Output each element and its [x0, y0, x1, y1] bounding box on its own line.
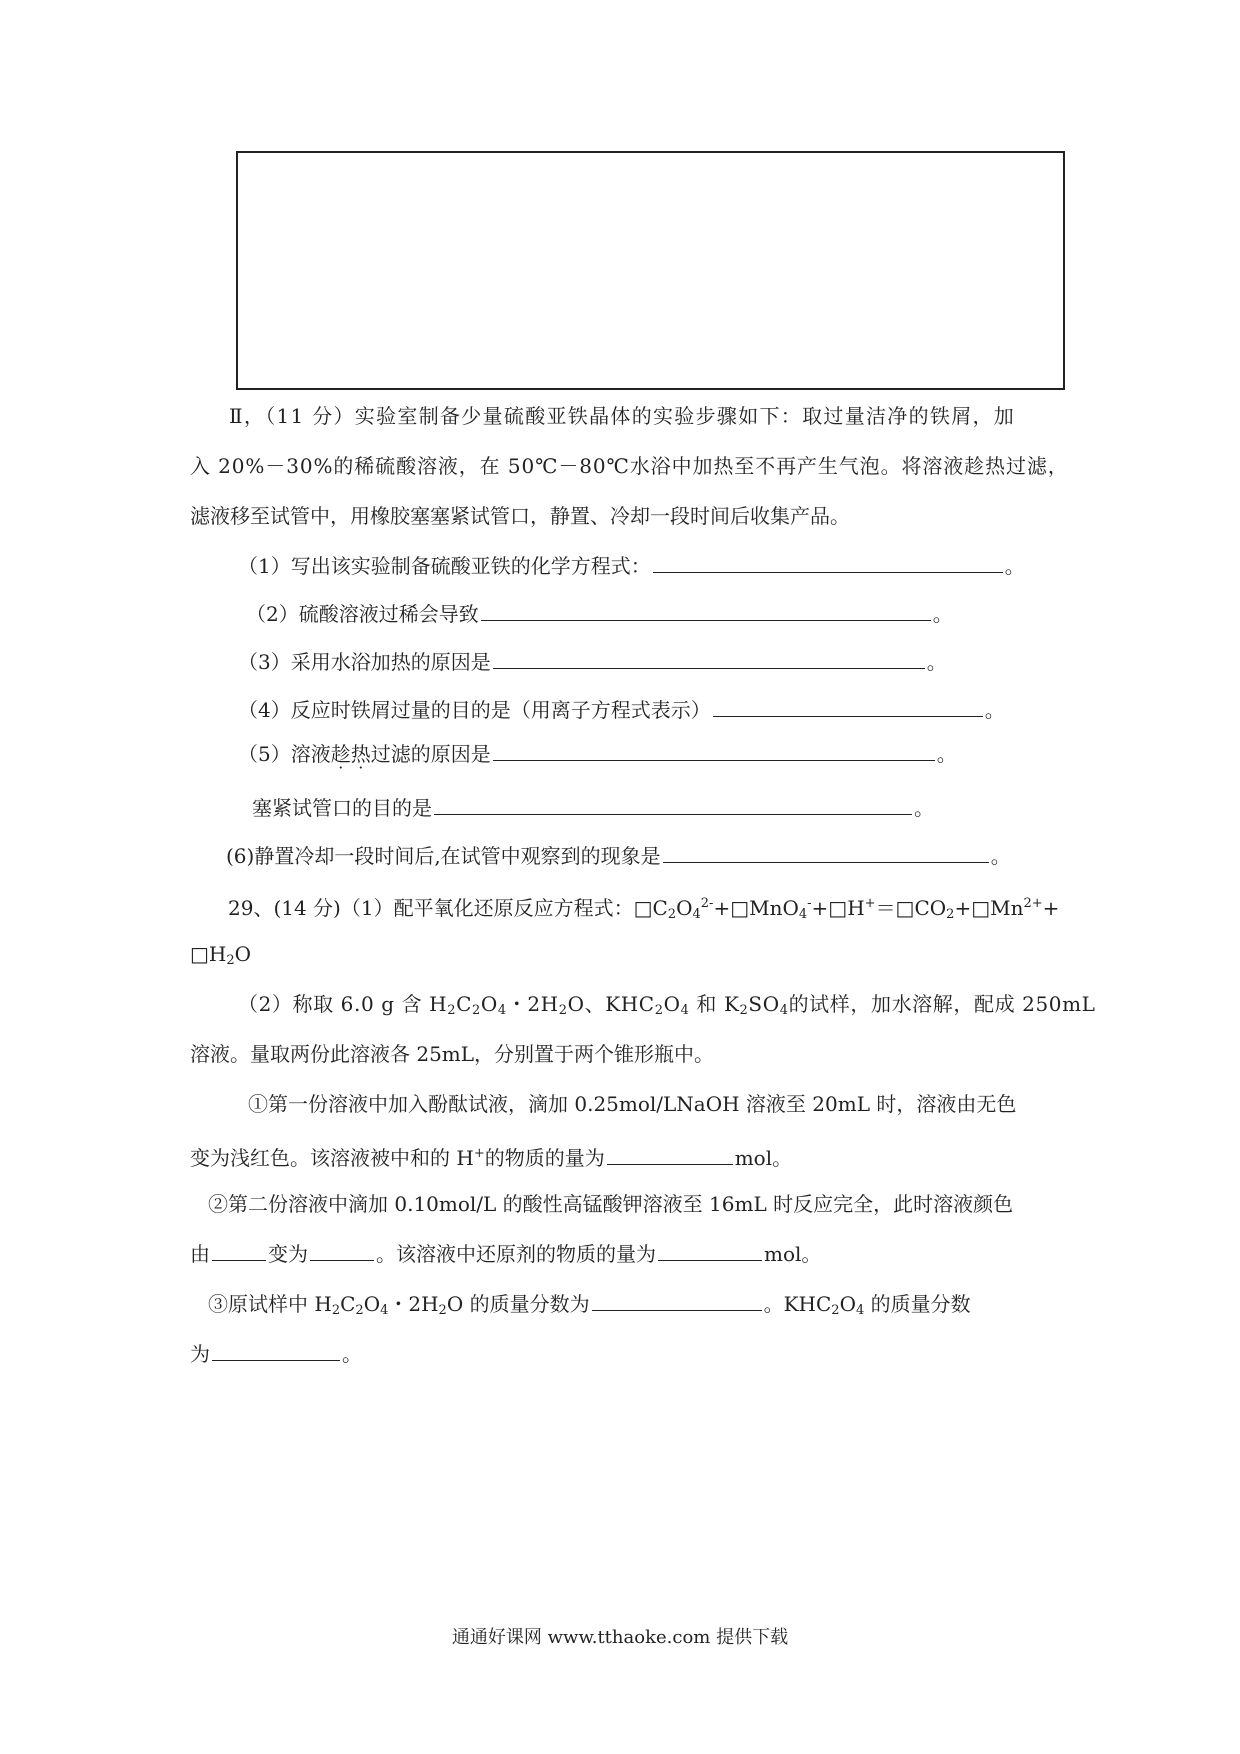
answer-blank[interactable]	[607, 1146, 733, 1165]
part2-intro-line1: Ⅱ，（11 分）实验室制备少量硫酸亚铁晶体的实验步骤如下：取过量洁净的铁屑，加	[229, 404, 1016, 428]
q29-sub2-line1: ②第二份溶液中滴加 0.10mol/L 的酸性高锰酸钾溶液至 16mL 时反应完全，此时溶液颜色	[208, 1192, 1014, 1216]
q29-sub3-line1: ③原试样中 $H_2C_2O_4$・$2H_2O$ 的质量分数为 。$KHC_2O_4$ 的质量分数	[208, 1292, 971, 1318]
answer-blank[interactable]	[310, 1242, 374, 1261]
answer-blank[interactable]	[212, 1342, 340, 1361]
question-5-sub: 塞紧试管口的目的是 。	[252, 796, 934, 820]
part2-intro-line2: 入 20%－30%的稀硫酸溶液，在 50℃－80℃水浴中加热至不再产生气泡。将溶液趁热过滤，	[190, 454, 1069, 478]
answer-box	[236, 151, 1065, 390]
question-4: （4）反应时铁屑过量的目的是（用离子方程式表示） 。	[238, 698, 1005, 722]
q29-equation-line2: $□H_2O$	[190, 942, 252, 968]
emphasis-char: 趁	[330, 742, 351, 766]
question-3: （3）采用水浴加热的原因是 。	[238, 650, 947, 674]
emphasis-char: 热	[350, 742, 371, 766]
answer-blank[interactable]	[493, 650, 925, 669]
answer-blank[interactable]	[653, 554, 1003, 573]
question-5: （5）溶液趁热过滤的原因是 。	[238, 742, 957, 766]
page-footer: 通通好课网 www.tthaoke.com 提供下载	[451, 1627, 789, 1648]
q29-part2-line2: 溶液。量取两份此溶液各 25mL，分别置于两个锥形瓶中。	[190, 1042, 715, 1066]
answer-blank[interactable]	[212, 1242, 266, 1261]
part2-intro-line3: 滤液移至试管中，用橡胶塞塞紧试管口，静置、冷却一段时间后收集产品。	[190, 504, 850, 528]
answer-blank[interactable]	[713, 698, 983, 717]
answer-blank[interactable]	[493, 742, 935, 761]
q29-part2-line1: （2）称取 6.0 g 含 $H_2C_2O_4$・$2H_2O$、$KHC_2O_4$ 和 $K_2SO_4$的试样，加水溶解，配成 250mL	[238, 992, 1096, 1018]
answer-blank[interactable]	[434, 796, 912, 815]
answer-blank[interactable]	[663, 844, 989, 863]
answer-blank[interactable]	[592, 1292, 762, 1311]
q29-sub1-line2: 变为浅红色。该溶液被中和的 H+的物质的量为 mol。	[190, 1146, 793, 1170]
question-1: （1）写出该实验制备硫酸亚铁的化学方程式： 。	[238, 554, 1025, 578]
answer-blank[interactable]	[481, 602, 931, 621]
question-6: (6)静置冷却一段时间后,在试管中观察到的现象是 。	[226, 844, 1011, 868]
q29-sub1-line1: ①第一份溶液中加入酚酞试液，滴加 0.25mol/LNaOH 溶液至 20mL 时，溶液由无色	[248, 1092, 1017, 1116]
question-2: （2）硫酸溶液过稀会导致 。	[246, 602, 953, 626]
q29-equation-line1: 29、(14 分)（1）配平氧化还原反应方程式：$□C_2O_4^{2-}+□MnO_4^-+□H^+=□CO_2+□Mn^{2+}+$	[228, 896, 1060, 922]
q29-sub2-line2: 由 变为 。该溶液中还原剂的物质的量为 mol。	[190, 1242, 822, 1266]
q29-sub3-line2: 为 。	[190, 1342, 362, 1366]
answer-blank[interactable]	[658, 1242, 762, 1261]
